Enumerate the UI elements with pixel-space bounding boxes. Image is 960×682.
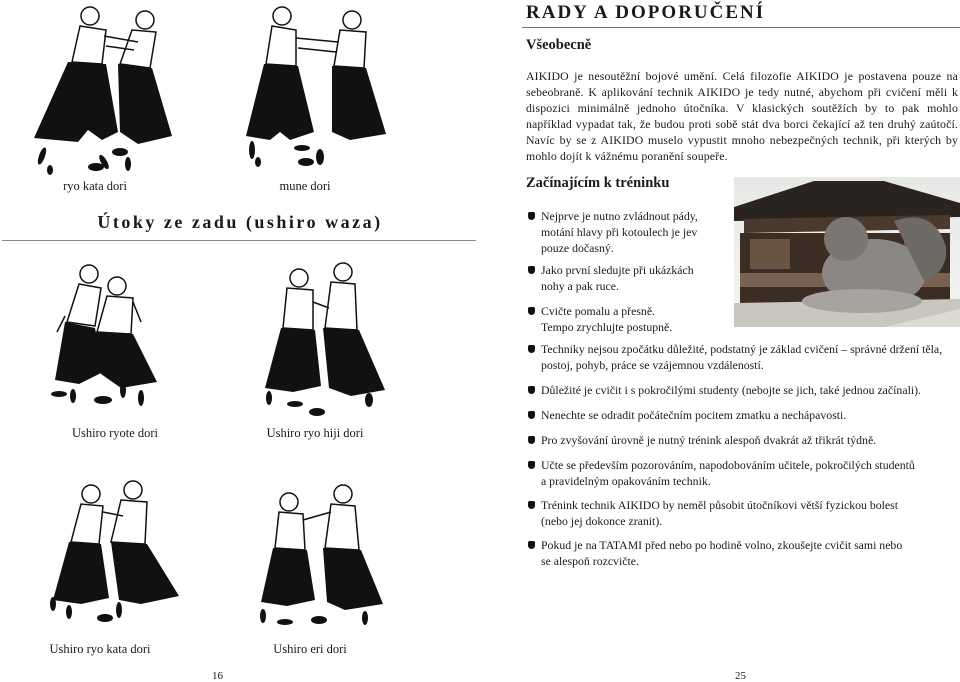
tip-item: Důležité je cvičit i s pokročilými studenty (nebojte se jich, také jednou začínali). bbox=[528, 382, 958, 398]
caption-ryo-kata-dori: ryo kata dori bbox=[63, 179, 127, 193]
illustration-mune-dori bbox=[240, 2, 410, 172]
bullet-icon bbox=[528, 386, 535, 394]
caption-ushiro-ryote-dori: Ushiro ryote dori bbox=[71, 426, 159, 440]
caption-ushiro-ryo-kata-dori: Ushiro ryo kata dori bbox=[49, 642, 151, 656]
bullet-icon bbox=[528, 266, 535, 274]
bullet-icon bbox=[528, 541, 535, 549]
bullet-icon bbox=[528, 501, 535, 509]
page-title: RADY A DOPORUČENÍ bbox=[526, 2, 766, 23]
caption-ushiro-eri-dori: Ushiro eri dori bbox=[273, 642, 347, 656]
heading-divider bbox=[2, 240, 476, 241]
general-heading: Všeobecně bbox=[526, 37, 592, 53]
tip-item: Cvičte pomalu a přesně. Tempo zrychlujte postupně. bbox=[528, 303, 728, 335]
illustration-ryo-kata-dori bbox=[20, 2, 190, 177]
title-divider bbox=[522, 27, 960, 28]
tip-item: Pro zvyšování úrovně je nutný trénink alespoň dvakrát až třikrát týdně. bbox=[528, 432, 958, 448]
bullet-icon bbox=[528, 436, 535, 444]
tip-item: Trénink technik AIKIDO by neměl působit útočníkovi větší fyzickou bolest (nebo jej dokonce zranit). bbox=[528, 497, 958, 529]
bullet-icon bbox=[528, 411, 535, 419]
beginners-heading: Začínajícím k tréninku bbox=[526, 175, 670, 191]
illustration-ushiro-ryo-hiji-dori bbox=[255, 262, 405, 422]
tip-item: Nejprve je nutno zvládnout pády, motání hlavy při kotoulech je jev pouze dočasný. bbox=[528, 208, 728, 256]
tip-item: Pokud je na TATAMI před nebo po hodině volno, zkoušejte cvičit sami nebo se alespoň rozcvičte. bbox=[528, 537, 958, 569]
bullet-icon bbox=[528, 345, 535, 353]
tip-item: Jako první sledujte při ukázkách nohy a pak ruce. bbox=[528, 262, 728, 294]
caption-ushiro-ryo-hiji-dori: Ushiro ryo hiji dori bbox=[266, 426, 364, 440]
tip-item: Techniky nejsou zpočátku důležité, podstatný je základ cvičení – správné držení těla, postoj, pohyb, práce se vzájemnou vzdáleností. bbox=[528, 341, 958, 373]
bullet-icon bbox=[528, 212, 535, 220]
caption-mune-dori: mune dori bbox=[279, 179, 331, 193]
illustration-ushiro-ryo-kata-dori bbox=[45, 480, 205, 635]
general-paragraph: AIKIDO je nesoutěžní bojové umění. Celá filozofie AIKIDO je postavena pouze na sebeobraně. K aplikování technik AIKIDO je tedy nutné, abychom při cvičení měli k dispozici minimálně jednoho útočníka. V klasických soutěžích by to pak mohlo například vypadat tak, že budou proti sobě stát dva borci čekající až ten druhý zaútočí. Navíc by se z AIKIDO muselo vypustit mnoho nebezpečných technik, při kterých by mohlo dojít k vážnému poranění soupeře. bbox=[526, 69, 958, 163]
temple-lion-photo bbox=[734, 177, 960, 327]
section-heading-ushiro-waza: Útoky ze zadu (ushiro waza) bbox=[97, 212, 383, 232]
tip-item: Učte se především pozorováním, napodobováním učitele, pokročilých studentů a pravidelným opakováním technik. bbox=[528, 457, 958, 489]
tip-item: Nenechte se odradit počátečním pocitem zmatku a nechápavosti. bbox=[528, 407, 958, 423]
bullet-icon bbox=[528, 307, 535, 315]
page-number-left: 16 bbox=[212, 670, 223, 682]
page-number-right: 25 bbox=[735, 670, 746, 682]
illustration-ushiro-ryote-dori bbox=[45, 262, 205, 422]
bullet-icon bbox=[528, 461, 535, 469]
illustration-ushiro-eri-dori bbox=[255, 480, 405, 635]
